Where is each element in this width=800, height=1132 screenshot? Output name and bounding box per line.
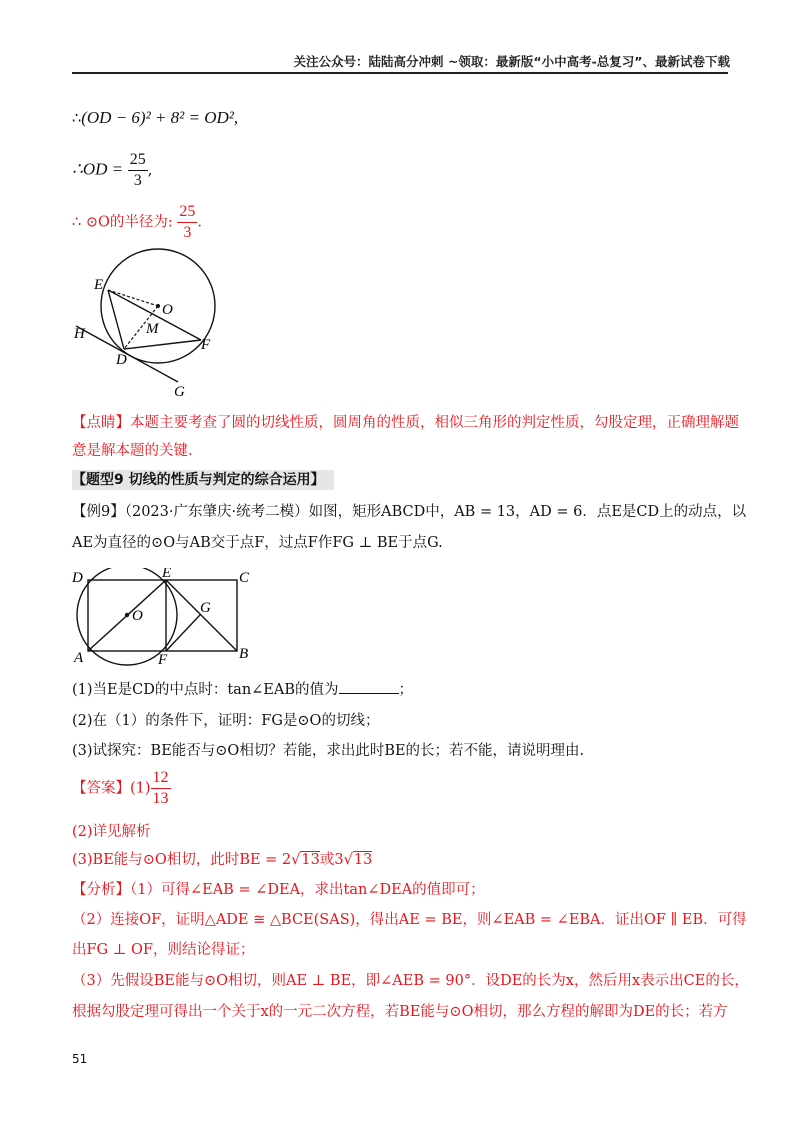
od-label: ∴OD =: [72, 159, 124, 179]
comment-tag: 【点睛】: [72, 415, 130, 431]
analysis-line-1: 【分析】（1）可得∠EAB = ∠DEA，求出tan∠DEA的值即可；: [72, 882, 485, 898]
label-h: H: [74, 326, 85, 342]
segment-ed: [108, 290, 124, 349]
label-b: B: [239, 646, 249, 662]
center-o-dot: [125, 613, 129, 617]
fraction-25-3: $\frac{25}{3}$: [129, 151, 146, 189]
question-2: (2)在（1）的条件下，证明：FG是⊙O的切线；: [72, 713, 380, 729]
section-title: 【题型9 切线的性质与判定的综合运用】: [72, 470, 334, 490]
question-3: (3)试探究：BE能否与⊙O相切？若能，求出此时BE的长；若不能，请说明理由.: [72, 743, 585, 759]
comment-line-2: 意是解本题的关键.: [72, 443, 193, 459]
answer-line-3: (3)BE能与⊙O相切，此时BE = 2√13或3√13: [72, 852, 373, 868]
therefore-symbol: ∴: [72, 111, 82, 127]
example-line-2: AE为直径的⊙O与AB交于点F，过点F作FG ⊥ BE于点G.: [72, 535, 443, 551]
question-1: (1)当E是CD的中点时：tan∠EAB的值为 ；: [72, 678, 413, 699]
tangent-line-hg: [76, 326, 178, 382]
page-number: 51: [72, 1052, 88, 1066]
label-o: O: [132, 608, 143, 624]
label-e: E: [94, 277, 104, 293]
header-rule: [72, 72, 728, 74]
solution-line-3: ∴ ⊙O的半径为: $\frac{25}{3}$ .: [72, 203, 202, 241]
sqrt-symbol: √: [343, 852, 353, 868]
analysis-line-3: 出FG ⊥ OF，则结论得证；: [72, 942, 255, 958]
label-f: F: [201, 337, 211, 353]
circle-tangent-figure: [70, 248, 230, 408]
label-d: D: [72, 570, 83, 586]
analysis-tag: 【分析】: [72, 882, 130, 898]
analysis-line-2: （2）连接OF，证明△ADE ≅ △BCE(SAS)，得出AE = BE，则∠EAB = ∠EBA．证出OF ∥ EB．可得: [72, 912, 747, 928]
analysis-line-4: （3）先假设BE能与⊙O相切，则AE ⊥ BE，即∠AEB = 90°．设DE的长为x，然后用x表示出CE的长，: [72, 973, 749, 989]
label-o: O: [162, 302, 173, 318]
center-o-dot: [156, 304, 160, 308]
comment-line-1: 【点睛】本题主要考查了圆的切线性质，圆周角的性质，相似三角形的判定性质，勾股定理，正确理解题: [72, 415, 739, 431]
label-a: A: [74, 650, 84, 666]
radius-statement: ∴ ⊙O的半径为:: [72, 214, 173, 231]
radius-fraction: $\frac{25}{3}$: [179, 203, 196, 241]
solution-line-1: [72, 108, 238, 128]
rectangle-abcd: [88, 580, 237, 651]
example-line-1: 【例9】（2023·广东肇庆·统考二模）如图，矩形ABCD中，AB = 13，AD = 6．点E是CD上的动点，以: [72, 504, 747, 520]
equation-od: (OD − 6)² + 8² = OD²,: [81, 108, 239, 127]
answer-blank: [339, 679, 399, 694]
answer-line-1: 【答案】(1) $\frac{12}{13}$: [72, 769, 169, 807]
label-f: F: [158, 652, 168, 668]
label-e: E: [162, 568, 172, 581]
sqrt-symbol: √: [291, 852, 301, 868]
segment-df: [124, 340, 201, 349]
label-c: C: [239, 570, 250, 586]
answer-fraction: $\frac{12}{13}$: [152, 769, 169, 807]
segment-fg: [166, 615, 200, 651]
label-m: M: [146, 321, 159, 337]
analysis-line-5: 根据勾股定理可得出一个关于x的一元二次方程，若BE能与⊙O相切，那么方程的解即为DE的长；若方: [72, 1004, 728, 1020]
page-header: 关注公众号：陆陆高分冲刺 ~领取：最新版“小中高考-总复习”、最新试卷下载: [293, 54, 730, 69]
rectangle-circle-figure: [70, 568, 255, 668]
label-g: G: [200, 600, 211, 616]
answer-tag: 【答案】: [72, 780, 130, 797]
solution-line-2: ∴OD = $\frac{25}{3}$ ,: [72, 151, 153, 189]
label-d: D: [116, 352, 127, 368]
label-g: G: [174, 384, 185, 400]
answer-line-2: (2)详见解析: [72, 824, 151, 840]
